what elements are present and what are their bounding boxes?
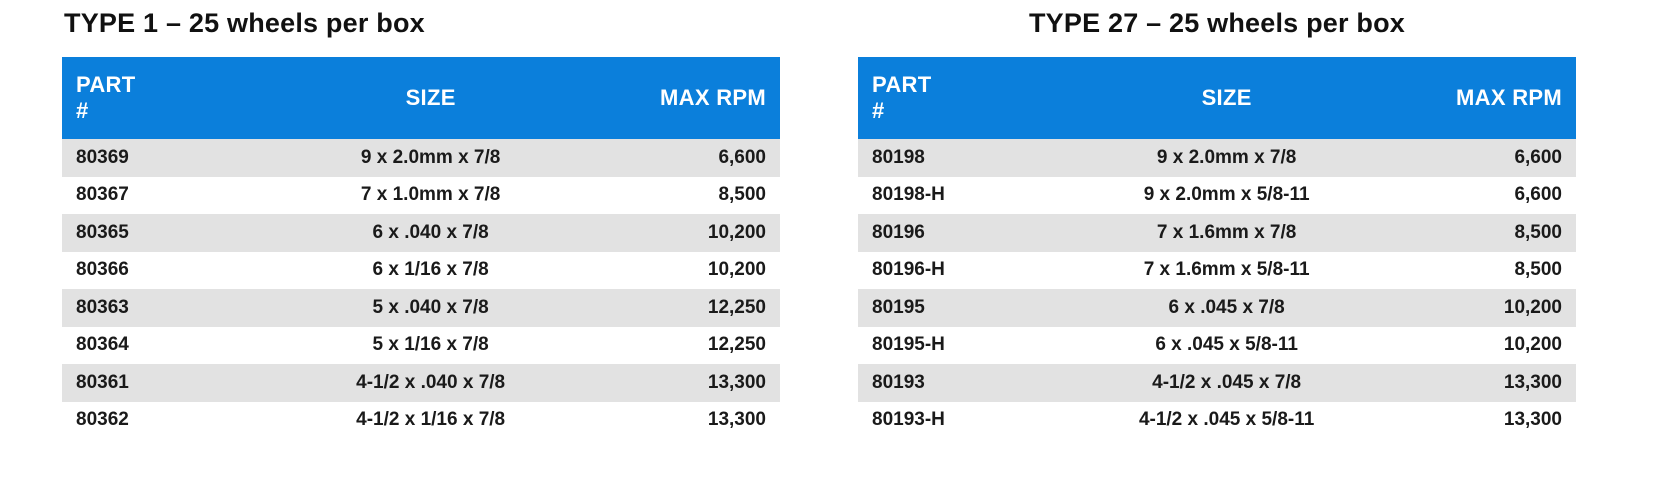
cell-part: 80369 [62, 139, 299, 177]
column-header-part [858, 57, 1095, 139]
cell-size: 4-1/2 x 1/16 x 7/8 [299, 402, 562, 440]
cell-size: 4-1/2 x .045 x 5/8-11 [1095, 402, 1358, 440]
cell-size: 5 x .040 x 7/8 [299, 289, 562, 327]
cell-size: 4-1/2 x .040 x 7/8 [299, 364, 562, 402]
column-header-max-rpm: MAX RPM [562, 57, 780, 139]
cell-max-rpm: 12,250 [562, 289, 780, 327]
type-1-spec-table [62, 57, 780, 439]
type-1-title: TYPE 1 – 25 wheels per box [64, 8, 425, 38]
table-row [62, 289, 780, 327]
cell-max-rpm: 6,600 [1358, 177, 1576, 215]
column-header-part-line2: # [872, 98, 885, 123]
cell-part: 80366 [62, 252, 299, 290]
cell-part: 80195-H [858, 327, 1095, 365]
column-header-max-rpm: MAX RPM [1358, 57, 1576, 139]
cell-max-rpm: 13,300 [562, 364, 780, 402]
cell-size: 4-1/2 x .045 x 7/8 [1095, 364, 1358, 402]
cell-part: 80196 [858, 214, 1095, 252]
cell-max-rpm: 12,250 [562, 327, 780, 365]
cell-size: 9 x 2.0mm x 5/8-11 [1095, 177, 1358, 215]
column-header-part-line1: PART [872, 72, 932, 98]
table-row [858, 327, 1576, 365]
cell-size: 7 x 1.6mm x 5/8-11 [1095, 252, 1358, 290]
cell-size: 9 x 2.0mm x 7/8 [1095, 139, 1358, 177]
table-header-row [62, 57, 780, 139]
column-header-size: SIZE [299, 57, 562, 139]
type-27-table-block [838, 0, 1676, 439]
type-27-table-body [858, 139, 1576, 439]
table-row [62, 402, 780, 440]
cell-size: 6 x .045 x 7/8 [1095, 289, 1358, 327]
table-row [62, 364, 780, 402]
cell-max-rpm: 10,200 [562, 252, 780, 290]
cell-part: 80364 [62, 327, 299, 365]
column-header-part-line2: # [76, 98, 89, 123]
column-header-size: SIZE [1095, 57, 1358, 139]
cell-max-rpm: 10,200 [1358, 327, 1576, 365]
table-header-row [858, 57, 1576, 139]
cell-part: 80367 [62, 177, 299, 215]
cell-max-rpm: 13,300 [1358, 402, 1576, 440]
type-27-spec-table [858, 57, 1576, 439]
cell-max-rpm: 8,500 [562, 177, 780, 215]
cell-max-rpm: 13,300 [1358, 364, 1576, 402]
cell-part: 80363 [62, 289, 299, 327]
cell-part: 80193 [858, 364, 1095, 402]
cell-part: 80361 [62, 364, 299, 402]
table-row [858, 252, 1576, 290]
cell-size: 6 x 1/16 x 7/8 [299, 252, 562, 290]
type-27-table-head [858, 57, 1576, 139]
cell-part: 80195 [858, 289, 1095, 327]
cell-size: 9 x 2.0mm x 7/8 [299, 139, 562, 177]
table-row [858, 139, 1576, 177]
table-row [858, 177, 1576, 215]
cell-part: 80198 [858, 139, 1095, 177]
cell-part: 80196-H [858, 252, 1095, 290]
table-row [62, 177, 780, 215]
cell-max-rpm: 8,500 [1358, 214, 1576, 252]
type-1-table-head [62, 57, 780, 139]
cell-part: 80198-H [858, 177, 1095, 215]
cell-part: 80365 [62, 214, 299, 252]
cell-max-rpm: 6,600 [1358, 139, 1576, 177]
table-row [858, 402, 1576, 440]
column-header-part [62, 57, 299, 139]
cell-part: 80193-H [858, 402, 1095, 440]
table-row [62, 252, 780, 290]
table-row [62, 214, 780, 252]
cell-part: 80362 [62, 402, 299, 440]
type-1-table-body [62, 139, 780, 439]
table-row [858, 214, 1576, 252]
cell-size: 6 x .040 x 7/8 [299, 214, 562, 252]
column-header-part-line1: PART [76, 72, 136, 98]
cell-max-rpm: 6,600 [562, 139, 780, 177]
type-27-title: TYPE 27 – 25 wheels per box [1028, 8, 1406, 38]
cell-max-rpm: 8,500 [1358, 252, 1576, 290]
cell-max-rpm: 13,300 [562, 402, 780, 440]
cell-size: 7 x 1.6mm x 7/8 [1095, 214, 1358, 252]
cell-max-rpm: 10,200 [1358, 289, 1576, 327]
table-row [62, 139, 780, 177]
table-row [858, 364, 1576, 402]
table-row [858, 289, 1576, 327]
cell-size: 5 x 1/16 x 7/8 [299, 327, 562, 365]
cell-size: 6 x .045 x 5/8-11 [1095, 327, 1358, 365]
table-row [62, 327, 780, 365]
cell-max-rpm: 10,200 [562, 214, 780, 252]
cell-size: 7 x 1.0mm x 7/8 [299, 177, 562, 215]
type-1-table-block [0, 0, 838, 439]
